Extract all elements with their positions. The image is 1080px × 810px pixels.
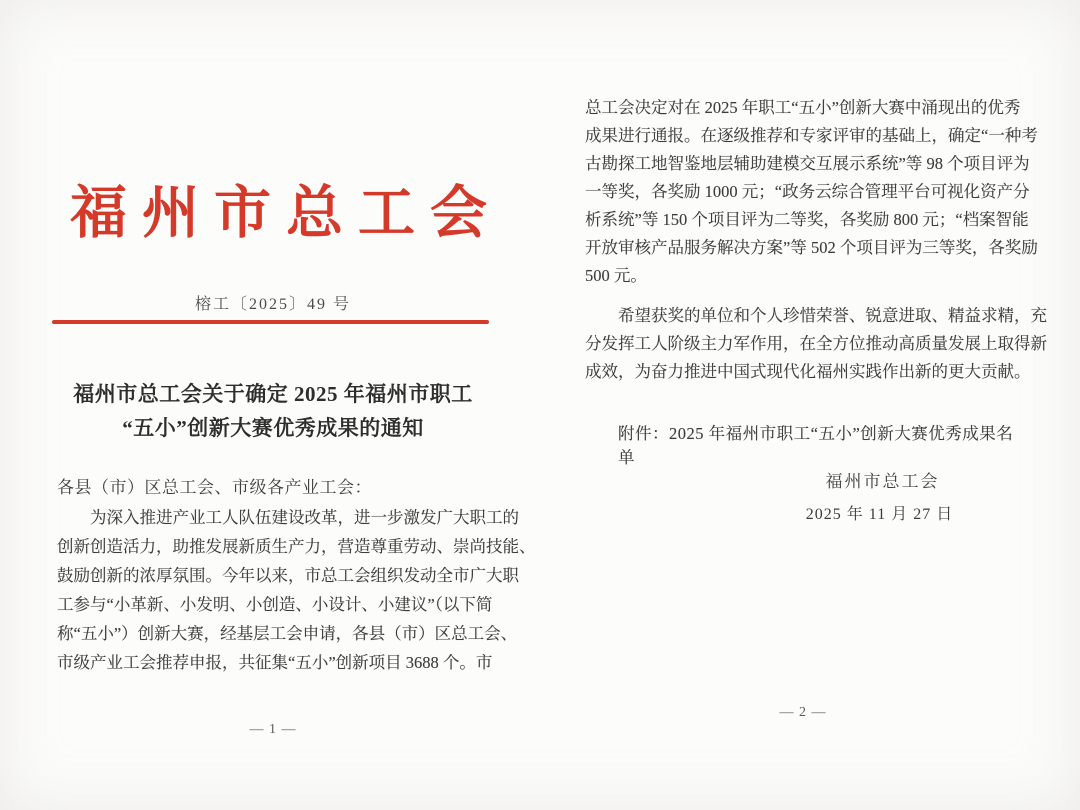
page-number-2: — 2 — xyxy=(779,705,827,720)
body-line: 称“五小”）创新大赛，经基层工会申请，各县（市）区总工会、 xyxy=(57,624,518,643)
body-line: 成果进行通报。在逐级推荐和专家评审的基础上，确定“一种考 xyxy=(585,126,1038,145)
body-line: 希望获奖的单位和个人珍惜荣誉、锐意进取、精益求精，充 xyxy=(618,306,1047,325)
salutation: 各县（市）区总工会、市级各产业工会： xyxy=(57,478,372,497)
page-number-1: — 1 — xyxy=(249,722,297,737)
body-line: 鼓励创新的浓厚氛围。今年以来，市总工会组织发动全市广大职 xyxy=(57,566,519,585)
issuing-organization: 福州市总工会 xyxy=(825,472,940,491)
attachment-line: 附件：2025 年福州市职工“五小”创新大赛优秀成果名单 xyxy=(618,424,1014,467)
body-line: 开放审核产品服务解决方案”等 502 个项目评为三等奖，各奖励 xyxy=(585,238,1038,257)
body-line: 500 元。 xyxy=(585,266,647,285)
body-line: 总工会决定对在 2025 年职工“五小”创新大赛中涌现出的优秀 xyxy=(585,98,1021,117)
document-title-line-2: “五小”创新大赛优秀成果的通知 xyxy=(122,416,424,440)
document-title-line-1: 福州市总工会关于确定 2025 年福州市职工 xyxy=(73,382,473,406)
body-line: 一等奖，各奖励 1000 元；“政务云综合管理平台可视化资产分 xyxy=(585,182,1030,201)
body-line: 成效，为奋力推进中国式现代化福州实践作出新的更大贡献。 xyxy=(585,362,1031,381)
body-line: 分发挥工人阶级主力军作用，在全方位推动高质量发展上取得新 xyxy=(585,334,1047,353)
body-line: 创新创造活力，助推发展新质生产力，营造尊重劳动、崇尚技能、 xyxy=(57,537,536,556)
issue-date: 2025 年 11 月 27 日 xyxy=(805,506,954,523)
body-line: 市级产业工会推荐申报，共征集“五小”创新项目 3688 个。市 xyxy=(57,653,493,672)
body-line: 析系统”等 150 个项目评为二等奖，各奖励 800 元；“档案智能 xyxy=(585,210,1029,229)
red-divider-line xyxy=(52,320,489,324)
document-number: 榕工〔2025〕49 号 xyxy=(194,296,351,313)
body-line: 工参与“小革新、小发明、小创造、小设计、小建议”（以下简 xyxy=(57,595,493,614)
body-line: 为深入推进产业工人队伍建设改革，进一步激发广大职工的 xyxy=(90,508,519,527)
masthead-title: 福州市总工会 xyxy=(70,182,502,245)
body-line: 古勘探工地智鉴地层辅助建模交互展示系统”等 98 个项目评为 xyxy=(585,154,1030,173)
